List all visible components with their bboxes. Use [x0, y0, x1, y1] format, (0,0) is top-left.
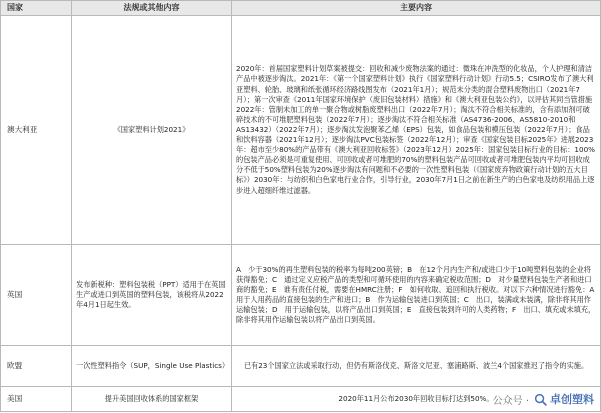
table-row [1, 16, 601, 245]
country-cell: 英国 [1, 245, 72, 346]
header-country: 国家 [1, 1, 72, 16]
content-cell: 2020年11月公布2030年回收目标打达到50%。 [232, 387, 601, 412]
watermark-text: 卓创塑料 [550, 393, 594, 406]
header-law: 法规或其他内容 [72, 1, 232, 16]
content-cell: 已有23个国家立法或采取行动，但仍有斯洛伐克、斯洛文尼亚、塞浦路斯、波兰4个国家推迟了指令的实施。 [232, 346, 601, 387]
law-cell: 发布新税种：塑料包装税（PPT）适用于在英国生产或进口到英国的塑料包装，该税将从2022年4月1日起生效。 [72, 245, 232, 346]
watermark [493, 391, 594, 407]
law-cell: 提升美国回收体系的国家框架 [72, 387, 232, 412]
watermark-prefix: 公众号 · [492, 395, 529, 407]
search-icon [534, 393, 547, 406]
header-content: 主要内容 [232, 1, 601, 16]
content-cell: A 少于30%的再生塑料包装的税率为每吨200英镑；B 在12个月内生产和/或进口少于10吨塑料包装的企业将获得豁免；C 通过定义应税产品的类型和可循环使用的内容来确定税收范围；D 对少量塑料包装生产者和进口商的豁免；E 谁有责任付税，需要在HMRC注册；F 如何收取、追回和执行税收。对以下六种情况进行豁免：A 用于人用药品的直接包装的生产和进口；B 作为运输包装进口到英国；C 出口，装满或未装满，除非将其用作运输包装；D 用于运输包装，以将产品出口到英国；E 直接包装到许可的人类药物；F 出口、填充或未填充，除非将其用作运输包装以将产品出口到英国。 [232, 245, 601, 346]
content-cell: 2020年：首届国家塑料计划草案被提交：回收和减少废物法案的通过：微珠在冲洗型的化妆品，个人护理和清洁产品中被逐步淘汰。2021年：《第一个国家塑料计划》执行《国家塑料行动计划》行动5.5；CSIRO发布了澳大利亚塑料、轮胎、玻璃和纸张循环经济路线图发布（2021年1月）；规范未分类的混合塑料废物出口（2021年7月）；第一次审查《2011年国家环境保护（废旧包装材料）措施》和《澳大利亚包装公约》，以评估其同当管措施2022年：管制未加工的单一聚合物或树脂废塑料出口（2022年7月）；淘汰不符合相关标准的，含有添加剂可破碎技术的不可堆肥塑料包装（2022年7月）；逐步淘汰不符合相关标准（AS4736-2006、AS5810-2010和AS13432）（2022年7月）；逐步淘汰发泡聚苯乙烯（EPS）包装，如食品包装和模压包装（2022年7月）；食品和饮料容器（2021年12月）；逐步淘汰PVC包装标签（2022年12月）；审查《国家包装目标2025年》进展2023年：超市至少80%的产品带有《澳大利亚回收标签》（2023年12月）2025年：国家包装目标行业的目标：100%的包装产品必须是可重复使用、可回收或者可堆肥的70%的塑料包装产品可回收或者可堆肥包装内平均可回收成分不低于50%塑料包装为20%逐步淘汰有问题和不必要的一次性塑料包装（《国家废弃物政策行动计划的五大目标》）2030年：与纺织和白色家电行业合作，引导行业，2030年7月1日之前在新生产的白色家电及纺织用品上逐步进入超细纤维过滤器。 [232, 16, 601, 245]
law-cell: 《国家塑料计划2021》 [72, 16, 232, 245]
law-cell: 一次性塑料指令（SUP，Single Use Plastics） [72, 346, 232, 387]
table-row [1, 245, 601, 346]
country-cell: 美国 [1, 387, 72, 412]
table-row [1, 346, 601, 387]
table-header-row [1, 1, 601, 16]
country-cell: 欧盟 [1, 346, 72, 387]
country-cell: 澳大利亚 [1, 16, 72, 245]
